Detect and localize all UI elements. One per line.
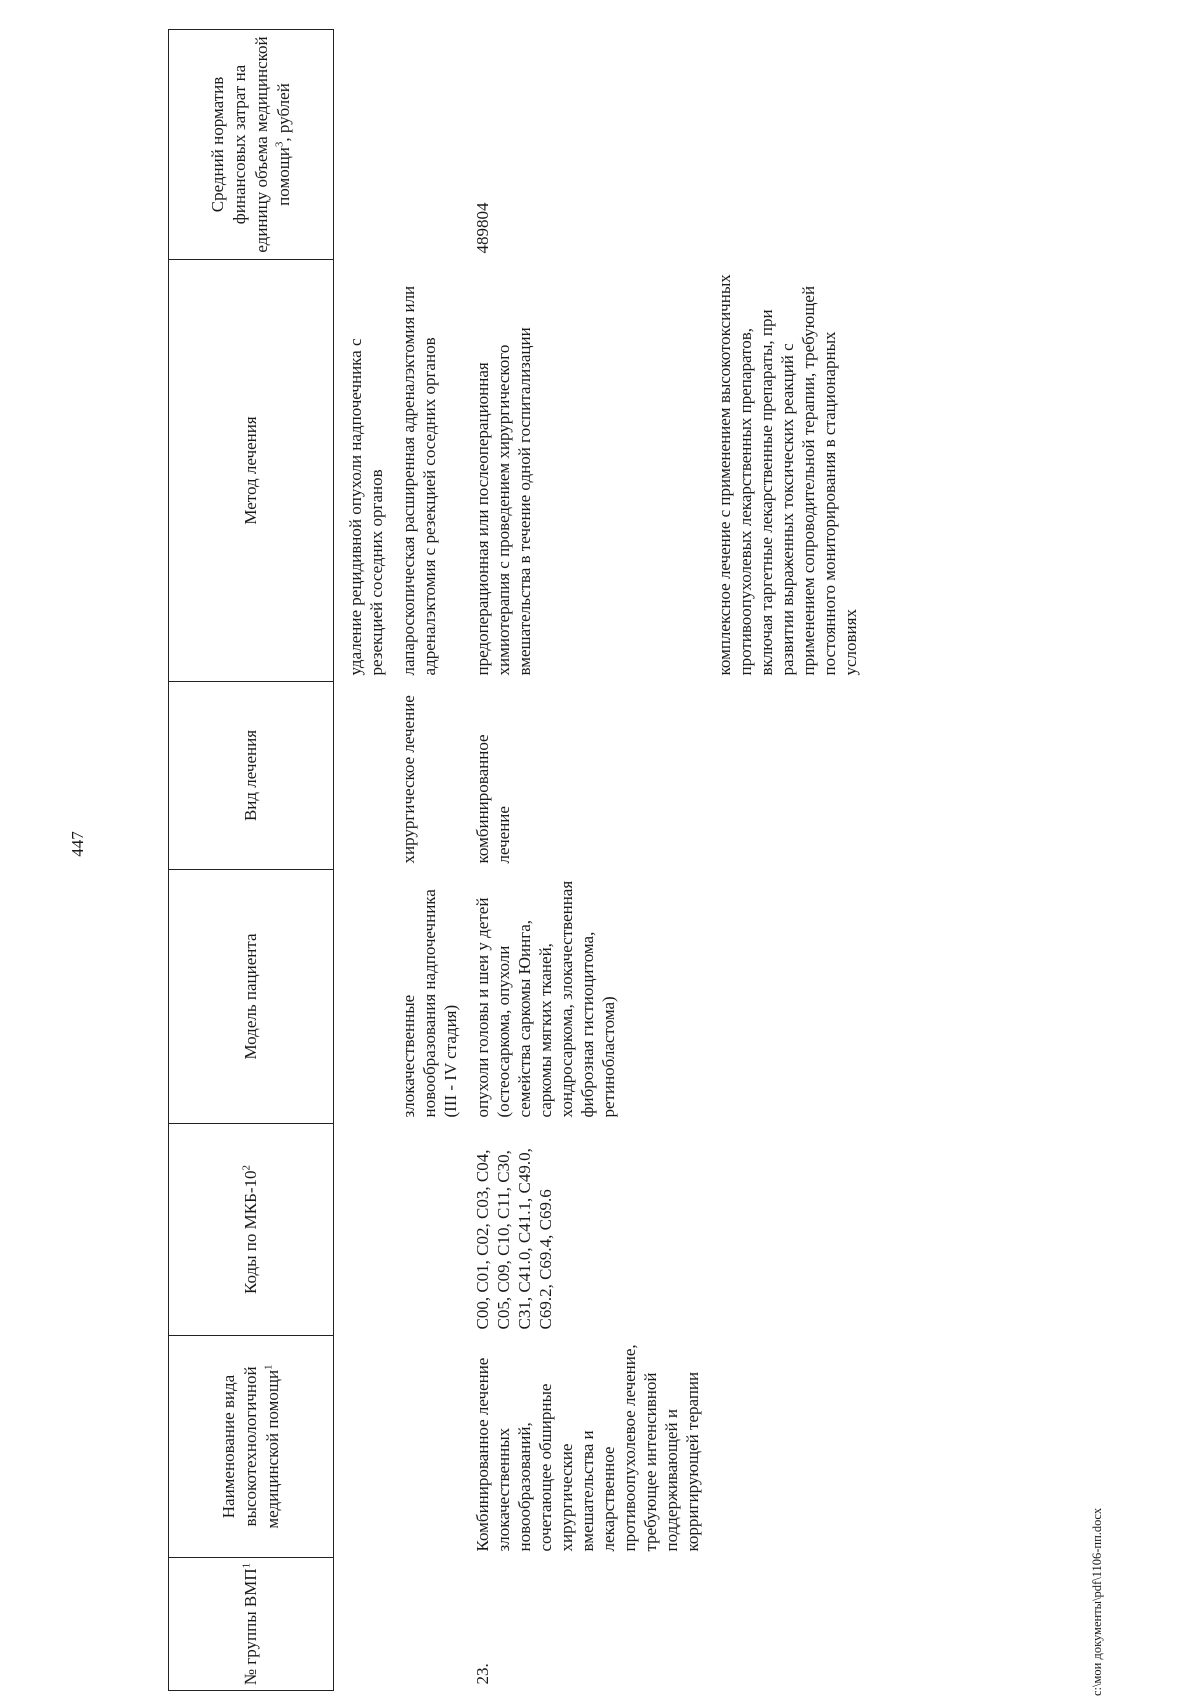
cell-treatment-type [345, 682, 387, 870]
table-row [714, 30, 861, 1691]
cell-treatment-type: комбинированное лечение [473, 734, 513, 864]
table-header-row [169, 30, 334, 1691]
table-row [345, 30, 387, 1691]
vmp-table [168, 29, 861, 1691]
cell-type-name [345, 1336, 387, 1558]
cell-group-no [345, 1558, 387, 1691]
table-row [398, 30, 461, 1691]
cell-treatment-method: удаление рецидивной опухоли надпочечника с резекцией соседних органов [346, 338, 386, 676]
cell-patient-model: злокачественные новообразования надпочечника (III - IV стадия) [399, 889, 460, 1118]
cell-type-name: Комбинированное лечение злокачественных новообразований, сочетающее обширные хирургические вмешательства и лекарственное противоопухолевое лечение, требующее интенсивной поддерживающей и корригирующей терапии [473, 1344, 702, 1552]
header-treatment-method: Метод лечения [169, 260, 334, 682]
cell-group-no: 23. [473, 1663, 492, 1685]
cell-patient-model: опухоли головы и шеи у детей (остеосаркома, опухоли семейства саркомы Юинга, саркомы мягких тканей, хондросаркома, злокачественная фиброзная гистиоцитома, ретинобластома) [473, 880, 618, 1118]
cell-treatment-type: хирургическое лечение [399, 695, 418, 864]
cell-treatment-method: комплексное лечение с применением высокотоксичных противоопухолевых лекарственных препаратов, включая таргетные лекарственные препараты, при развитии выраженных токсических реакций с применением сопроводительной терапии, требующей постоянного мониторирования в стационарных условиях [715, 274, 860, 676]
header-patient-model: Модель пациента [169, 870, 334, 1124]
cell-type-name [714, 1336, 861, 1558]
cell-cost [398, 30, 461, 260]
cell-icd-codes [345, 1124, 387, 1336]
page-number: 447 [68, 831, 87, 857]
footer-file-path: c:\мои документы\pdf\1106-пп.docx [1090, 1507, 1104, 1696]
cell-group-no [714, 1558, 861, 1691]
cell-treatment-method: лапароскопическая расширенная адреналэктомия или адреналэктомия с резекцией соседних органов [399, 285, 439, 676]
header-cost-standard: Средний норматив финансовых затрат на единицу объема медицинской помощи$^3$, рублей [169, 30, 334, 260]
cell-icd-codes [398, 1124, 461, 1336]
cell-cost [345, 30, 387, 260]
header-group-no: № группы ВМП$^1$ [169, 1558, 334, 1691]
cell-treatment-type [714, 682, 861, 870]
cell-type-name [398, 1336, 461, 1558]
header-icd-codes: Коды по МКБ-$10^2$ [169, 1124, 334, 1336]
cell-treatment-method: предоперационная или послеоперационная химиотерапия с проведением хирургического вмешательства в течение одной госпитализации [473, 327, 534, 676]
cell-cost [714, 30, 861, 260]
cell-group-no [398, 1558, 461, 1691]
table-row [472, 30, 703, 1691]
header-type-name: Наименование вида высокотехнологичной медицинской помощи$^1$ [169, 1336, 334, 1558]
cell-icd-codes: C00, C01, C02, C03, C04, C05, C09, C10, C11, C30, C31, C41.0, C41.1, C49.0, C69.2, C69.4, C69.6 [473, 1148, 555, 1330]
header-treatment-type: Вид лечения [169, 682, 334, 870]
cell-patient-model [345, 870, 387, 1124]
cell-patient-model [714, 870, 861, 1124]
cell-icd-codes [714, 1124, 861, 1336]
cell-cost: 489804 [473, 202, 492, 254]
